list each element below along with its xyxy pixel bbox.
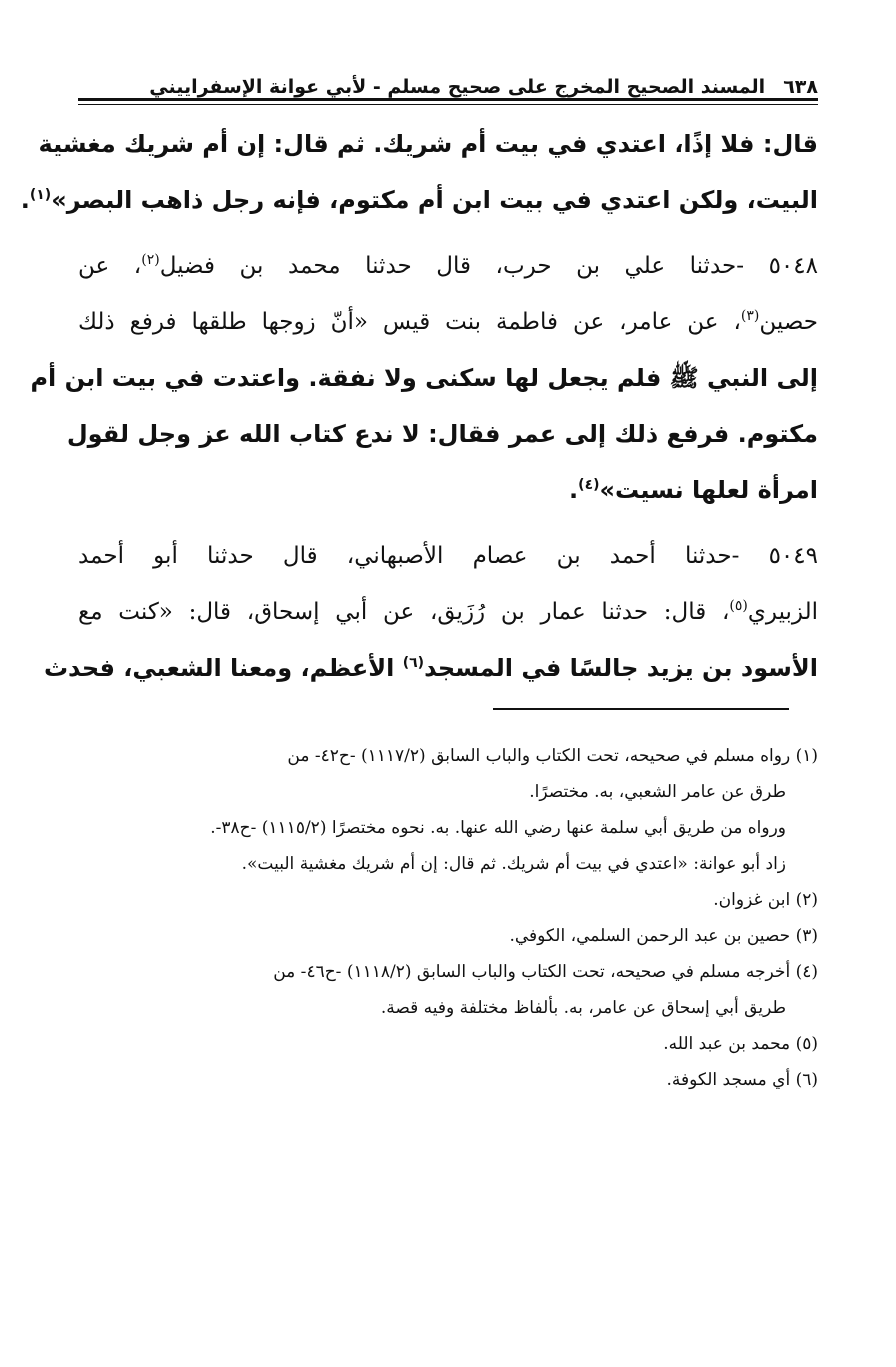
text-line: إلى النبي ﷺ فلم يجعل لها سكنى ولا نفقة. واعتدت في بيت ابن أم — [30, 364, 818, 392]
text-line: الأسود بن يزيد جالسًا في المسجد$^{(٦)}$ الأعظم، ومعنا الشعبي، فحدث — [43, 654, 818, 682]
page-number: ٦٣٨ — [783, 76, 818, 98]
header-rule — [78, 98, 818, 101]
hadith-5048-line: ٥٠٤٨ -حدثنا علي بن حرب، قال حدثنا محمد بن فضيل$^{(٢)}$، عن — [78, 252, 818, 279]
main-text — [20, 116, 818, 696]
footnote: (٣) حصين بن عبد الرحمن السلمي، الكوفي. — [509, 926, 818, 946]
footnotes — [78, 738, 818, 1098]
text-line: قال: فلا إذًا، اعتدي في بيت أم شريك. ثم قال: إن أم شريك مغشية — [38, 130, 818, 158]
footnote-ref: (٦) — [402, 655, 425, 671]
footnote-separator — [493, 708, 789, 710]
footnote-ref: (٢) — [141, 252, 160, 268]
text-line: مكتوم. فرفع ذلك إلى عمر فقال: لا ندع كتاب الله عز وجل لقول — [66, 420, 818, 448]
hadith-5049-line: ٥٠٤٩ -حدثنا أحمد بن عصام الأصبهاني، قال حدثنا أبو أحمد — [78, 543, 818, 569]
text-line: البيت، ولكن اعتدي في بيت ابن أم مكتوم، فإنه رجل ذاهب البصر»$^{(١)}$. — [20, 186, 818, 214]
footnote-ref: (٤) — [578, 477, 600, 493]
header-rule-thin — [78, 104, 818, 105]
text-line: الزبيري$^{(٥)}$، قال: حدثنا عمار بن رُزَيق، عن أبي إسحاق، قال: «كنت مع — [78, 598, 818, 625]
footnote-ref: (٣) — [740, 308, 760, 324]
footnote: (٥) محمد بن عبد الله. — [663, 1034, 818, 1054]
footnote-ref: (١) — [29, 187, 52, 203]
footnote-ref: (٥) — [729, 598, 748, 614]
text-line: حصين$^{(٣)}$، عن عامر، عن فاطمة بنت قيس «أنّ زوجها طلقها فرفع ذلك — [78, 308, 818, 335]
footnote: (٢) ابن غزوان. — [713, 890, 818, 910]
footnote: (٦) أي مسجد الكوفة. — [666, 1070, 818, 1090]
running-title: المسند الصحيح المخرج على صحيح مسلم - لأبي عوانة الإسفراييني — [149, 76, 766, 98]
footnote: (١) رواه مسلم في صحيحه، تحت الكتاب والباب السابق (١١١٧/٢) -ح٤٢- من طرق عن عامر الشعبي، به. مختصرًا. — [287, 746, 818, 802]
footnote: (٤) أخرجه مسلم في صحيحه، تحت الكتاب والباب السابق (١١١٨/٢) -ح٤٦- من طريق أبي إسحاق عن عامر، به. بألفاظ مختلفة وفيه قصة. — [273, 962, 818, 1018]
footnote: ورواه من طريق أبي سلمة عنها رضي الله عنها. به. نحوه مختصرًا (١١١٥/٢) -ح٣٨-. زاد أبو عوانة: «اعتدي في بيت أم شريك. ثم قال: إن أم شريك مغشية البيت». — [210, 818, 786, 874]
running-header — [78, 62, 818, 98]
text-line: امرأة لعلها نسيت»$^{(٤)}$. — [569, 476, 818, 504]
